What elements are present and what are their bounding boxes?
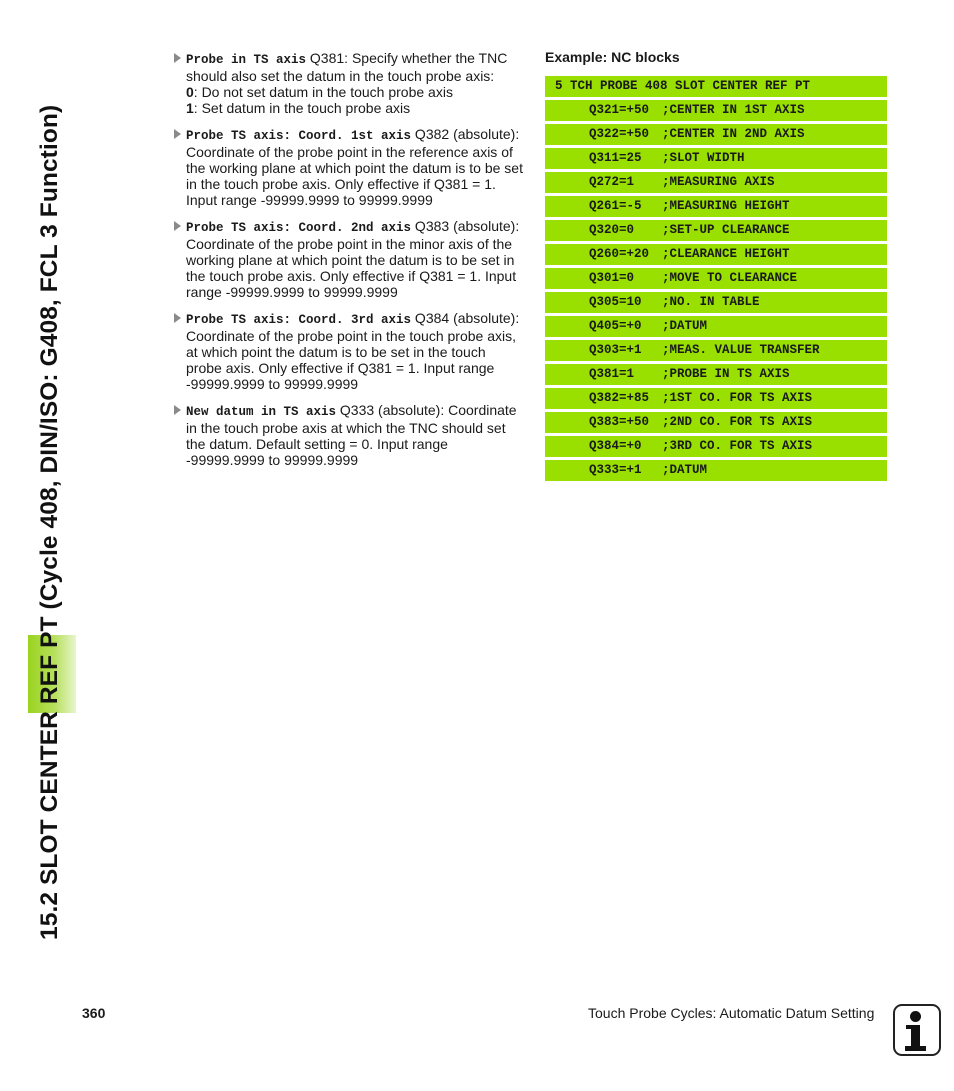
nc-comment: ;DATUM bbox=[662, 319, 708, 333]
nc-comment: ;1ST CO. FOR TS AXIS bbox=[662, 391, 813, 405]
nc-param: Q260=+20 bbox=[589, 247, 650, 261]
param-code: New datum in TS axis bbox=[186, 405, 337, 419]
page-number: 360 bbox=[82, 1005, 106, 1021]
param-code: Probe TS axis: Coord. 1st axis bbox=[186, 129, 412, 143]
option-text: : Set datum in the touch probe axis bbox=[193, 100, 411, 116]
nc-row bbox=[545, 364, 887, 385]
nc-comment: ;CENTER IN 2ND AXIS bbox=[662, 127, 805, 141]
param-item bbox=[172, 218, 524, 300]
param-description: Q333 (absolute): Coordinate in the touch probe axis at which the TNC should set the datum. Default setting = 0. Input range -99999.9999 to 99999.9999 bbox=[186, 402, 517, 468]
param-description: Q382 (absolute): Coordinate of the probe point in the reference axis of the working plane at which point the datum is to be set in the touch probe axis. Only effective if Q381 = 1. Input range -99999.9999 to 99999.9999 bbox=[186, 126, 523, 208]
nc-row bbox=[545, 220, 887, 241]
nc-row bbox=[545, 292, 887, 313]
nc-row bbox=[545, 244, 887, 265]
param-code: Probe TS axis: Coord. 3rd axis bbox=[186, 313, 412, 327]
nc-comment: ;DATUM bbox=[662, 463, 708, 477]
nc-param: Q322=+50 bbox=[589, 127, 650, 141]
nc-comment: ;SET-UP CLEARANCE bbox=[662, 223, 790, 237]
nc-comment: ;NO. IN TABLE bbox=[662, 295, 760, 309]
param-description: Q384 (absolute): Coordinate of the probe point in the touch probe axis, at which point the datum is to be set in the touch probe axis. Only effective if Q381 = 1. Input range -99999.9999 to 99999.9999 bbox=[186, 310, 520, 392]
nc-row bbox=[545, 316, 887, 337]
nc-param: Q305=10 bbox=[589, 295, 642, 309]
nc-comment: ;MEAS. VALUE TRANSFER bbox=[662, 343, 820, 357]
nc-comment: ;CLEARANCE HEIGHT bbox=[662, 247, 790, 261]
nc-param: Q320=0 bbox=[589, 223, 635, 237]
nc-row bbox=[545, 436, 887, 457]
nc-param: Q303=+1 bbox=[589, 343, 642, 357]
nc-row bbox=[545, 460, 887, 481]
bullet-arrow-icon bbox=[174, 221, 181, 231]
bullet-arrow-icon bbox=[174, 53, 181, 63]
nc-comment: ;MEASURING HEIGHT bbox=[662, 199, 790, 213]
nc-param: Q301=0 bbox=[589, 271, 635, 285]
footer-chapter-title: Touch Probe Cycles: Automatic Datum Setting bbox=[588, 1005, 875, 1021]
parameter-list bbox=[172, 50, 524, 478]
nc-row bbox=[545, 340, 887, 361]
nc-comment: ;2ND CO. FOR TS AXIS bbox=[662, 415, 813, 429]
param-description: Q381: Specify whether the TNC should also set the datum in the touch probe axis: bbox=[186, 50, 508, 84]
nc-param: Q382=+85 bbox=[589, 391, 650, 405]
nc-row bbox=[545, 172, 887, 193]
nc-param: Q383=+50 bbox=[589, 415, 650, 429]
nc-row bbox=[545, 412, 887, 433]
nc-header-text: 5 TCH PROBE 408 SLOT CENTER REF PT bbox=[555, 79, 811, 93]
nc-param: Q272=1 bbox=[589, 175, 635, 189]
nc-row bbox=[545, 124, 887, 145]
option-key: 0 bbox=[186, 84, 194, 100]
info-icon bbox=[893, 1004, 941, 1056]
param-item bbox=[172, 402, 524, 468]
nc-comment: ;PROBE IN TS AXIS bbox=[662, 367, 790, 381]
param-description: Q383 (absolute): Coordinate of the probe point in the minor axis of the working plane at which point the datum is to be set in the touch probe axis. Only effective if Q381 = 1. Input range -99999.9999 to 99999.9999 bbox=[186, 218, 520, 300]
nc-param: Q384=+0 bbox=[589, 439, 642, 453]
nc-row bbox=[545, 100, 887, 121]
nc-row bbox=[545, 388, 887, 409]
nc-param: Q381=1 bbox=[589, 367, 635, 381]
param-item bbox=[172, 126, 524, 208]
bullet-arrow-icon bbox=[174, 129, 181, 139]
nc-comment: ;SLOT WIDTH bbox=[662, 151, 745, 165]
nc-row bbox=[545, 268, 887, 289]
nc-comment: ;MEASURING AXIS bbox=[662, 175, 775, 189]
nc-comment: ;MOVE TO CLEARANCE bbox=[662, 271, 798, 285]
option-text: : Do not set datum in the touch probe axis bbox=[193, 84, 453, 100]
param-item bbox=[172, 50, 524, 116]
nc-row bbox=[545, 148, 887, 169]
chapter-title-text: 15.2 SLOT CENTER REF PT (Cycle 408, DIN/ISO: G408, FCL 3 Function) bbox=[36, 104, 63, 940]
nc-header-row bbox=[545, 76, 887, 97]
bullet-arrow-icon bbox=[174, 405, 181, 415]
nc-param: Q321=+50 bbox=[589, 103, 650, 117]
option-key: 1 bbox=[186, 100, 194, 116]
bullet-arrow-icon bbox=[174, 313, 181, 323]
example-title: Example: NC blocks bbox=[545, 49, 680, 65]
param-item bbox=[172, 310, 524, 392]
nc-param: Q311=25 bbox=[589, 151, 642, 165]
chapter-side-title bbox=[28, 40, 76, 940]
param-code: Probe TS axis: Coord. 2nd axis bbox=[186, 221, 412, 235]
nc-comment: ;3RD CO. FOR TS AXIS bbox=[662, 439, 813, 453]
nc-param: Q405=+0 bbox=[589, 319, 642, 333]
nc-example bbox=[545, 48, 887, 484]
nc-param: Q333=+1 bbox=[589, 463, 642, 477]
param-code: Probe in TS axis bbox=[186, 53, 307, 67]
nc-param: Q261=-5 bbox=[589, 199, 642, 213]
nc-comment: ;CENTER IN 1ST AXIS bbox=[662, 103, 805, 117]
nc-row bbox=[545, 196, 887, 217]
